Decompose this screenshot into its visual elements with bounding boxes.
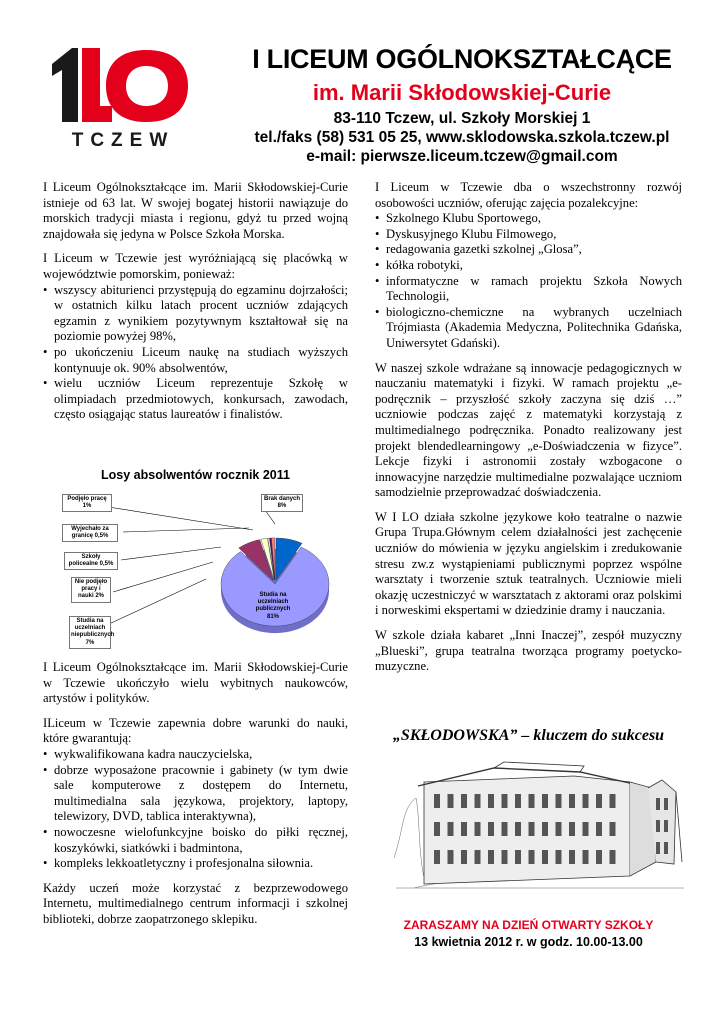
building-window [488, 850, 494, 864]
left-column-bottom [43, 660, 348, 937]
building-window [569, 822, 575, 836]
chart-label-public: Studia na uczelniach publicznych 81% [253, 591, 293, 622]
list-item: • kółka robotyki, [375, 258, 682, 274]
building-window [656, 798, 660, 810]
building-window [461, 794, 467, 808]
building-window [656, 820, 660, 832]
graduates-chart [43, 464, 348, 664]
alumni-paragraph: I Liceum Ogólnokształcące im. Marii Skłodowskiej-Curie w Tczewie ukończyło wielu wybitnych naukowców, artystów i polityków. [43, 660, 348, 706]
list-item: • wykwalifikowana kadra nauczycielska, [43, 747, 348, 763]
building-window [475, 822, 481, 836]
list-item: • wszyscy abiturienci przystępują do egzaminu dojrzałości; w ostatnich kilku latach procent uczniów zdających egzamin z wynikiem pozytywnym kształtował się na poziomie powyżej 98%, [43, 283, 348, 345]
school-name: I LICEUM OGÓLNOKSZTAŁCĄCE [252, 44, 672, 74]
building-window [515, 794, 521, 808]
building-window [583, 794, 589, 808]
logo-city: TCZEW [71, 130, 175, 151]
building-window [610, 794, 616, 808]
building-window [448, 850, 454, 864]
chart-label-private: Studia na uczelniach niepublicznych 7% [69, 616, 111, 649]
school-logo [42, 42, 204, 152]
building-window [583, 822, 589, 836]
building-window [502, 794, 508, 808]
building-window [515, 822, 521, 836]
building-window [583, 850, 589, 864]
building-window [664, 798, 668, 810]
logo-emblem [52, 48, 188, 122]
list-item: • kompleks lekkoatletyczny i profesjonalna siłownia. [43, 856, 348, 872]
building-window [596, 794, 602, 808]
address: 83-110 Tczew, ul. Szkoły Morskiej 1 [333, 110, 591, 127]
school-building-sketch [394, 758, 684, 896]
building-window [529, 794, 535, 808]
chart-label-postsecondary: Szkoły policealne 0,5% [64, 552, 118, 570]
open-day-date: 13 kwietnia 2012 r. w godz. 10.00-13.00 [414, 935, 643, 949]
building-window [434, 850, 440, 864]
building-window [664, 820, 668, 832]
school-patron: im. Marii Skłodowskiej-Curie [312, 80, 612, 105]
left-column-top [43, 180, 348, 432]
building-window [515, 850, 521, 864]
list-item: • biologiczno-chemiczne na wybranych uczelniach Trójmiasta (Akademia Medyczna, Politechnika Gdańska, Uniwersytet Gdański). [375, 305, 682, 352]
facilities-paragraph: Każdy uczeń może korzystać z bezprzewodowego Internetu, multimedialnego centrum informacji i szkolnej biblioteki, dobrze zaopatrzonego sklepiku. [43, 880, 348, 926]
building-window [529, 850, 535, 864]
phone-website: tel./faks (58) 531 05 25, www.sklodowska.szkola.tczew.pl [254, 129, 670, 146]
list-item: • Dyskusyjnego Klubu Filmowego, [375, 227, 682, 243]
building-window [569, 794, 575, 808]
list-item: • po ukończeniu Liceum naukę na studiach wyższych kontynuuje ok. 90% absolwentów, [43, 345, 348, 376]
right-column [375, 180, 682, 684]
conditions-paragraph: ILiceum w Tczewie zapewnia dobre warunki do nauki, które gwarantują: [43, 715, 348, 746]
building-window [475, 794, 481, 808]
building-window [656, 842, 660, 854]
building-window [610, 850, 616, 864]
conditions-list [43, 747, 348, 872]
building-window [664, 842, 668, 854]
list-item: • Szkolnego Klubu Sportowego, [375, 211, 682, 227]
building-window [434, 822, 440, 836]
building-window [475, 850, 481, 864]
building-window [596, 822, 602, 836]
building-window [448, 794, 454, 808]
building-window [542, 794, 548, 808]
cabaret-paragraph: W szkole działa kabaret „Inni Inaczej”, zespół muzyczny „Blueski”, grupa teatralna tworząca programy poetycko-muzyczne. [375, 628, 682, 674]
distinction-list [43, 283, 348, 423]
building-window [556, 822, 562, 836]
email: e-mail: pierwsze.liceum.tczew@gmail.com [306, 148, 618, 165]
building-window [502, 822, 508, 836]
chart-title: Losy absolwentów rocznik 2011 [101, 468, 290, 482]
building-window [529, 822, 535, 836]
building-window [542, 850, 548, 864]
chart-label-work: Podjęło pracę 1% [62, 494, 112, 512]
innovation-paragraph: W naszej szkole wdrażane są innowacje pedagogicznych w nauczaniu matematyki i fizyki. W ramach projektu „e-podręcznik – przyszłość szkoły zaczyna się dziś …” uczniowie podczas zajęć z matematyki korzystają z multimedialnego podręcznika. Ponadto realizowany jest projekt blendedlearningowy „e-Doświadczenia w fizyce”. Lekcje fizyki i astronomii zostały wzbogacone o innowacyjne narzędzie multimedialne pozwalające uczniom samodzielnie przeprowadzać doświadczenia. [375, 360, 682, 500]
list-item: • dobrze wyposażone pracownie i gabinety (w tym dwie sale komputerowe z dostępem do Internetu, multimedialna sala językowa, projektory, laptopy, telewizory, DVD, tablica interaktywna), [43, 763, 348, 825]
building-window [434, 794, 440, 808]
distinction-paragraph: I Liceum w Tczewie jest wyróżniającą się placówką w województwie pomorskim, ponieważ: [43, 251, 348, 281]
building-window [488, 822, 494, 836]
list-item: • wielu uczniów Liceum reprezentuje Szkołę w olimpiadach przedmiotowych, konkursach, zawodach, często osiągając status laureatów i finalistów. [43, 376, 348, 423]
theatre-paragraph: W I LO działa szkolne językowe koło teatralne o nazwie Grupa Trupa.Głównym celem działalności jest zachęcenie uczniów do mówienia w języku angielskim i zredukowanie stresu zw.z wystąpieniami publicznymi poprzez wspólne warsztaty i tworzenie sztuk teatralnych. Uczniowie mieli okazję uczestniczyć w warsztatach z aktorami oraz polskimi i norweskimi ekspertami w dziedzinie dramy i nauczania. [375, 509, 682, 618]
chart-label-abroad: Wyjechało za granicę 0,5% [62, 524, 118, 542]
building-window [556, 850, 562, 864]
building-window [461, 822, 467, 836]
chart-label-nodata: Brak danych 8% [261, 494, 303, 512]
list-item: • nowoczesne wielofunkcyjne boisko do piłki ręcznej, koszykówki, siatkówki i badmintona, [43, 825, 348, 856]
activities-paragraph: I Liceum w Tczewie dba o wszechstronny rozwój osobowości uczniów, oferując zajęcia pozalekcyjne: [375, 180, 682, 210]
list-item: • informatyczne w ramach projektu Szkoła Nowych Technologii, [375, 274, 682, 305]
building-window [542, 822, 548, 836]
building-window [556, 794, 562, 808]
chart-label-none: Nie podjęło pracy i nauki 2% [71, 577, 111, 603]
open-day-invitation: ZARASZAMY NA DZIEŃ OTWARTY SZKOŁY [403, 918, 654, 932]
building-window [461, 850, 467, 864]
activities-list [375, 211, 682, 351]
building-window [596, 850, 602, 864]
building-window [610, 822, 616, 836]
building-window [502, 850, 508, 864]
building-window [569, 850, 575, 864]
building-window [488, 794, 494, 808]
list-item: • redagowania gazetki szkolnej „Glosa”, [375, 242, 682, 258]
history-paragraph: I Liceum Ogólnokształcące im. Marii Skłodowskiej-Curie istnieje od 63 lat. W swojej bogatej historii nawiązuje do morskich tradycji miasta i regionu, gdyż tu przed wojną znajdowała się jedyna w Polsce Szkoła Morska. [43, 180, 348, 241]
building-window [448, 822, 454, 836]
slogan: „SKŁODOWSKA” – kluczem do sukcesu [392, 727, 665, 744]
